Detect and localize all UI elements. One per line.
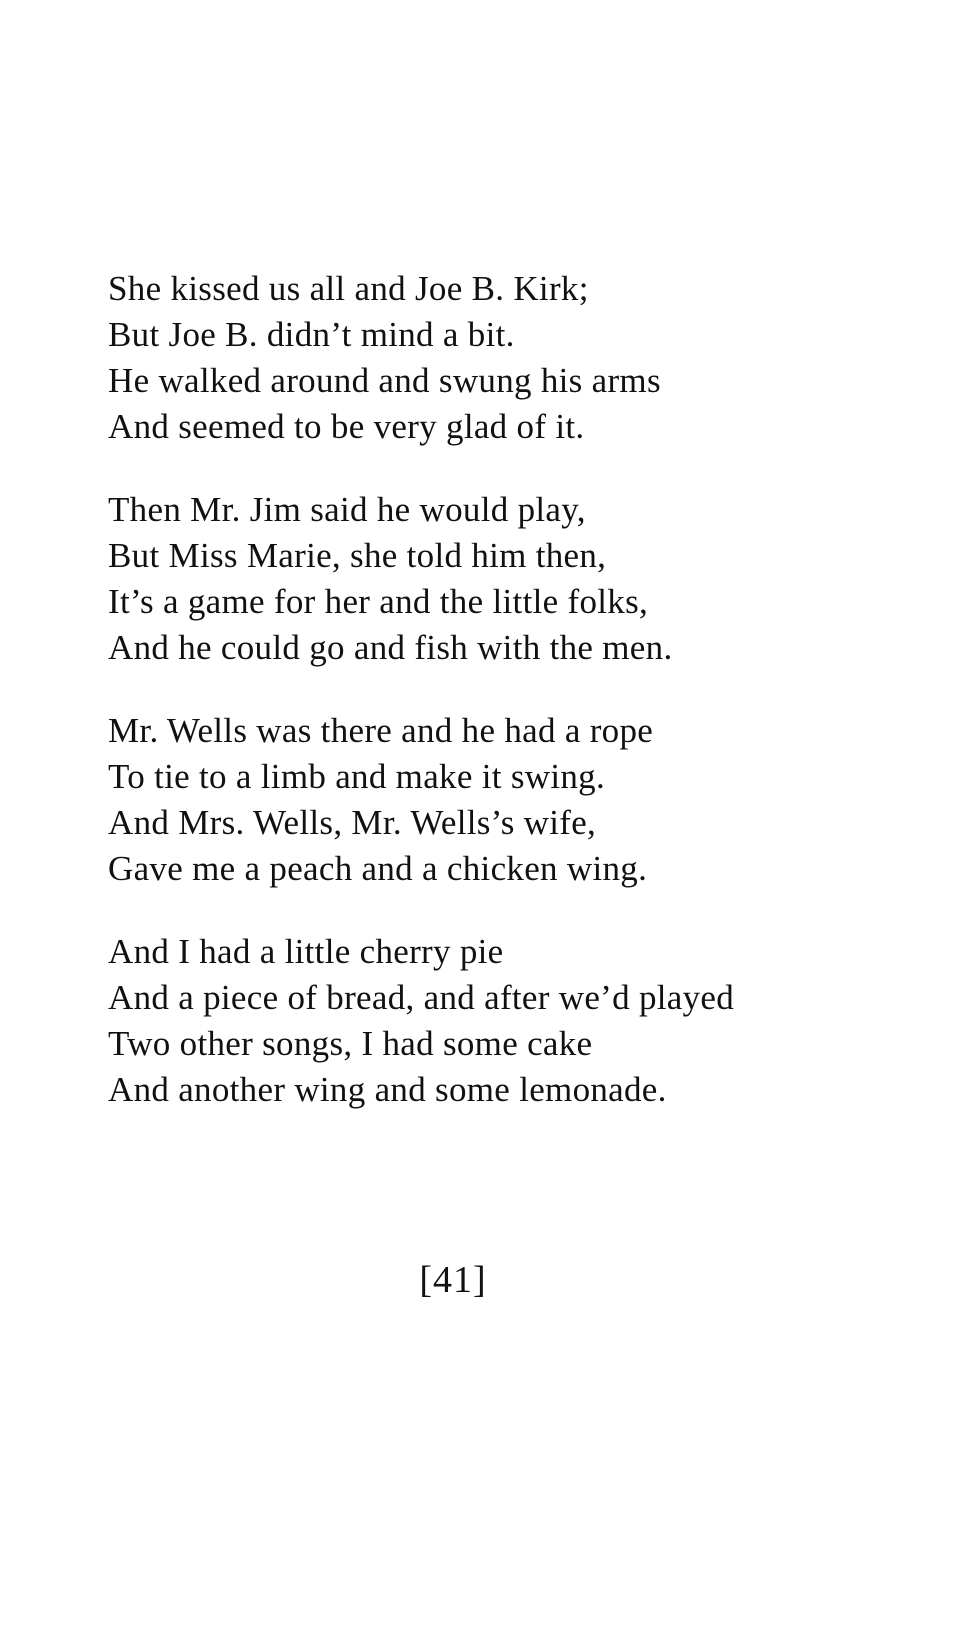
poem-line: And I had a little cherry pie [108,932,504,971]
stanza-2 [108,487,928,671]
poem-line: He walked around and swung his arms [108,361,661,400]
poem-line: But Joe B. didn’t mind a bit. [108,315,515,354]
poem-line: But Miss Marie, she told him then, [108,536,607,575]
poem-line: And a piece of bread, and after we’d played [108,978,735,1017]
poem-line: She kissed us all and Joe B. Kirk; [108,269,589,308]
poem-body [108,266,928,1150]
stanza-3 [108,708,928,892]
page-number: [41] [419,1259,487,1301]
stanza-4 [108,929,928,1113]
poem-line: And another wing and some lemonade. [108,1070,667,1109]
poem-line: Mr. Wells was there and he had a rope [108,711,654,750]
poem-line: And Mrs. Wells, Mr. Wells’s wife, [108,803,597,842]
poem-line: And seemed to be very glad of it. [108,407,585,446]
poem-line: To tie to a limb and make it swing. [108,757,605,796]
poem-line: Gave me a peach and a chicken wing. [108,849,648,888]
poem-line: And he could go and fish with the men. [108,628,673,667]
stanza-1 [108,266,928,450]
poem-line: Two other songs, I had some cake [108,1024,593,1063]
poem-line: It’s a game for her and the little folks, [108,582,649,621]
poem-line: Then Mr. Jim said he would play, [108,490,586,529]
